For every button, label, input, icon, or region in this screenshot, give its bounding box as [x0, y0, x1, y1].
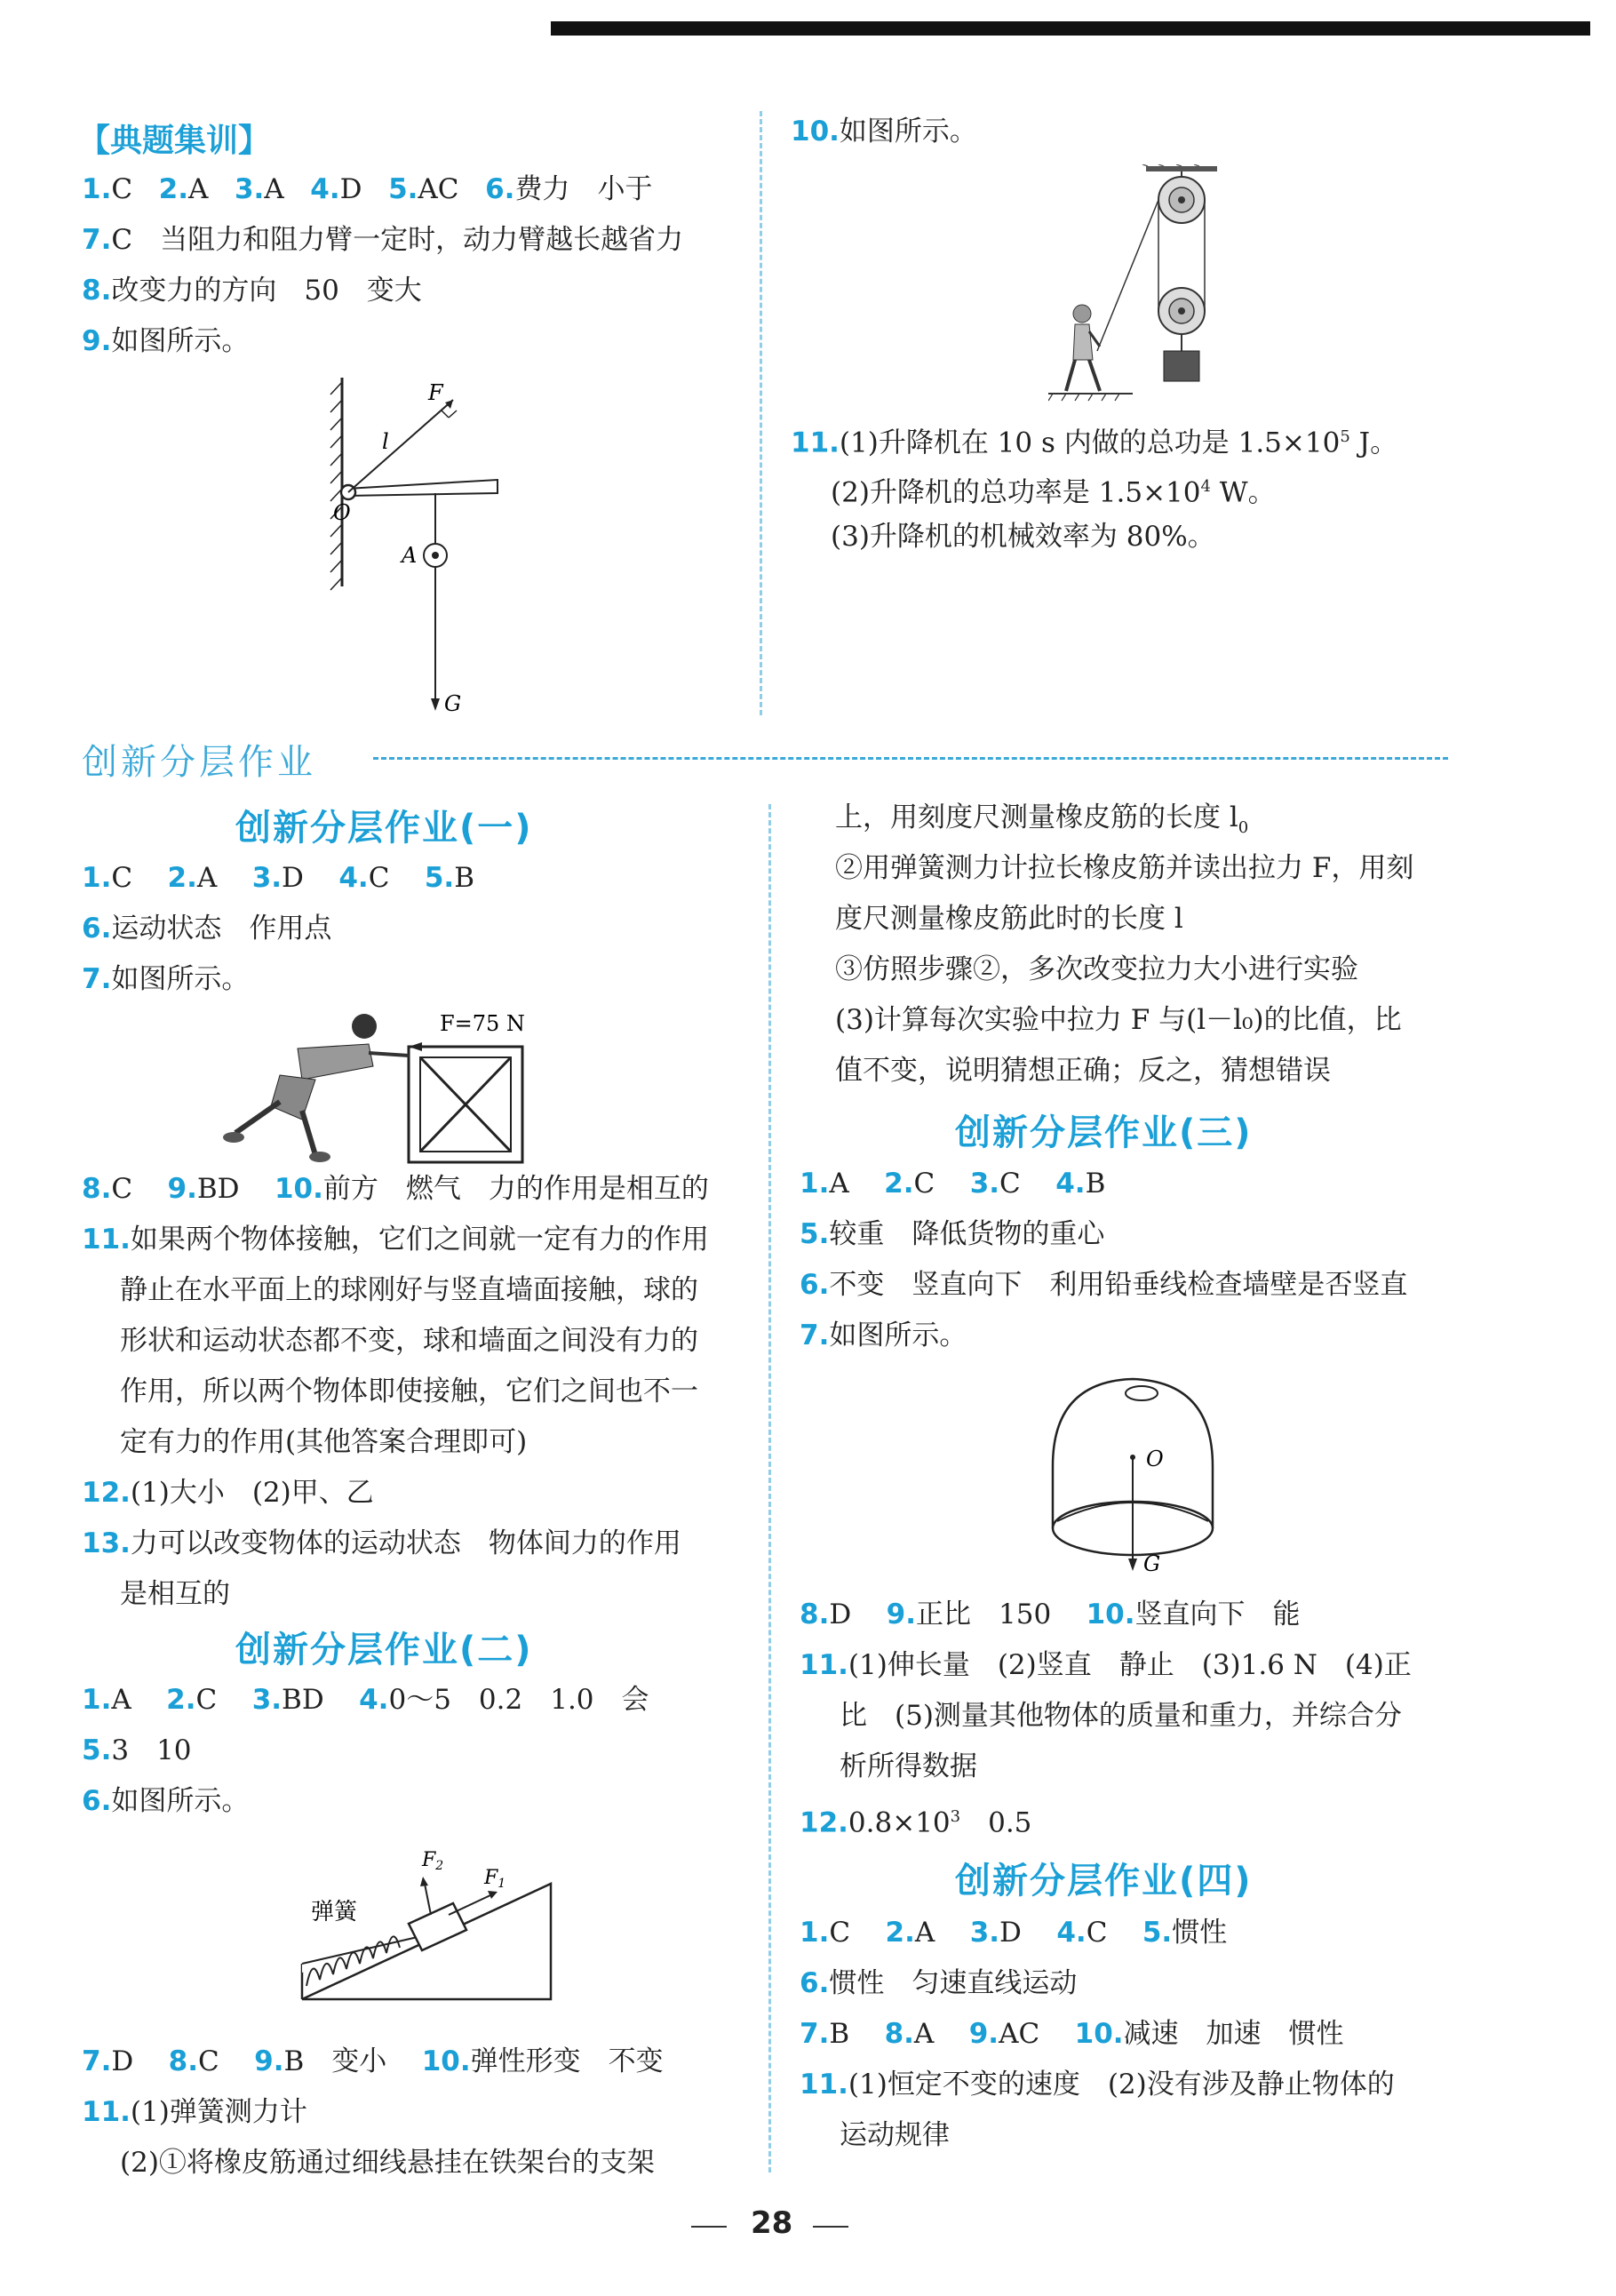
label-G: G [1143, 1551, 1161, 1576]
section-title-hw1: 创新分层作业(一) [235, 808, 533, 849]
answer-line: $12.0.8\times 10^3$ 0.5 [800, 1806, 1032, 1839]
answer-line: 11.如果两个物体接触，它们之间就一定有力的作用 [82, 1224, 709, 1256]
section-title-hw4: 创新分层作业(四) [955, 1861, 1253, 1901]
page-number-dash [813, 2226, 848, 2228]
label-F2: F2 [422, 1849, 444, 1873]
person-pushing [223, 1014, 409, 1162]
answer-line: 度尺测量橡皮筋此时的长度 l [835, 903, 1183, 935]
label-F1: F1 [484, 1867, 506, 1891]
answer-line: 比 (5)测量其他物体的质量和重力，并综合分 [840, 1700, 1402, 1732]
answer-line: 1.C 2.A 3.D 4.C 5.惯性 [800, 1917, 1228, 1949]
push-box-figure [218, 1004, 537, 1164]
label-O: O [1146, 1447, 1164, 1471]
answer-line: 8.D 9.正比 150 10.竖直向下 能 [800, 1598, 1301, 1630]
answer-line: 10.如图所示。 [791, 116, 977, 147]
page-number-dash [691, 2226, 727, 2228]
spring-label: 弹簧 [311, 1899, 358, 1925]
answer-line: 7.C 当阻力和阻力臂一定时，动力臂越长越省力 [82, 224, 684, 256]
answer-line: 1.A 2.C 3.BD 4.0～5 0.2 1.0 会 [82, 1684, 649, 1716]
answer-line: ②用弹簧测力计拉长橡皮筋并读出拉力 F，用刻 [835, 852, 1414, 884]
banner-title: 创新分层作业 [82, 742, 316, 783]
section-title-hw2: 创新分层作业(二) [235, 1630, 533, 1670]
answer-line: 7.如图所示。 [82, 963, 250, 995]
answer-line: 11.(1)升降机在 10 s 内做的总功是 $1.5\times 10^5$ J。 [791, 427, 1398, 459]
answer-line: 6.惯性 匀速直线运动 [800, 1967, 1078, 1999]
pulley-figure [1048, 164, 1244, 404]
top-rule [551, 23, 1590, 36]
answer-line: 7.如图所示。 [800, 1319, 967, 1351]
column-divider [760, 111, 762, 715]
answer-line: 5.较重 降低货物的重心 [800, 1218, 1105, 1250]
answer-line: 1.C 2.A 3.A 4.D 5.AC 6.费力 小于 [82, 173, 653, 205]
answer-line: 7.D 8.C 9.B 变小 10.弹性形变 不变 [82, 2045, 664, 2077]
person-pulling [1066, 305, 1100, 391]
answer-line: 11.(1)恒定不变的速度 (2)没有涉及静止物体的 [800, 2069, 1395, 2101]
answer-line: 11.(1)伸长量 (2)竖直 静止 (3)1.6 N (4)正 [800, 1649, 1412, 1681]
force-label: F=75 N [440, 1011, 525, 1036]
lever-figure [320, 373, 533, 720]
answer-line: 8.改变力的方向 50 变大 [82, 275, 422, 307]
answer-line: 8.C 9.BD 10.前方 燃气 力的作用是相互的 [82, 1173, 709, 1205]
answer-line: 1.A 2.C 3.C 4.B [800, 1168, 1106, 1200]
answer-line: 12.(1)大小 (2)甲、乙 [82, 1477, 374, 1509]
answer-line: 形状和运动状态都不变，球和墙面之间没有力的 [120, 1325, 698, 1357]
answer-line: 值不变，说明猜想正确；反之，猜想错误 [835, 1055, 1331, 1087]
section-title-hw3: 创新分层作业(三) [955, 1112, 1253, 1153]
dome-figure [1044, 1368, 1222, 1586]
answer-line: 11.(1)弹簧测力计 [82, 2096, 307, 2128]
section-heading-dianti: 【典题集训】 [78, 123, 271, 159]
page-number: 28 [751, 2205, 793, 2241]
answer-line: (2)升降机的总功率是 $1.5\times 10^4$ W。 [831, 476, 1276, 509]
answer-line: 上，用刻度尺测量橡皮筋的长度 $l_0$ [835, 801, 1249, 838]
answer-line: 7.B 8.A 9.AC 10.减速 加速 惯性 [800, 2018, 1344, 2050]
banner-rule [373, 757, 1448, 760]
answer-line: 5.3 10 [82, 1734, 192, 1766]
answer-line: 9.如图所示。 [82, 325, 250, 357]
answer-line: (3)计算每次实验中拉力 F 与(l－l₀)的比值，比 [835, 1004, 1402, 1036]
answer-line: 运动规律 [840, 2119, 950, 2151]
column-divider [768, 804, 771, 2172]
answer-line: 静止在水平面上的球刚好与竖直墙面接触，球的 [120, 1274, 698, 1306]
answer-line: 6.如图所示。 [82, 1785, 250, 1817]
label-l: l [382, 429, 389, 454]
answer-line: (2)①将橡皮筋通过细线悬挂在铁架台的支架 [120, 2147, 655, 2179]
answer-line: 6.不变 竖直向下 利用铅垂线检查墙壁是否竖直 [800, 1269, 1408, 1301]
answer-line: (3)升降机的机械效率为 80%。 [831, 521, 1215, 553]
answer-line: 1.C 2.A 3.D 4.C 5.B [82, 862, 474, 894]
label-G: G [444, 691, 462, 716]
answer-line: 是相互的 [120, 1578, 230, 1610]
label-O: O [333, 500, 351, 525]
answer-line: 作用，所以两个物体即使接触，它们之间也不一 [120, 1375, 698, 1407]
answer-line: 析所得数据 [840, 1750, 977, 1782]
label-A: A [402, 543, 418, 568]
answer-line: 13.力可以改变物体的运动状态 物体间力的作用 [82, 1527, 681, 1559]
answer-line: 定有力的作用(其他答案合理即可) [120, 1426, 528, 1458]
answer-line: ③仿照步骤②，多次改变拉力大小进行实验 [835, 953, 1358, 985]
answer-line: 6.运动状态 作用点 [82, 913, 332, 945]
label-F: F [428, 380, 443, 405]
spring-incline-figure [293, 1830, 560, 2008]
